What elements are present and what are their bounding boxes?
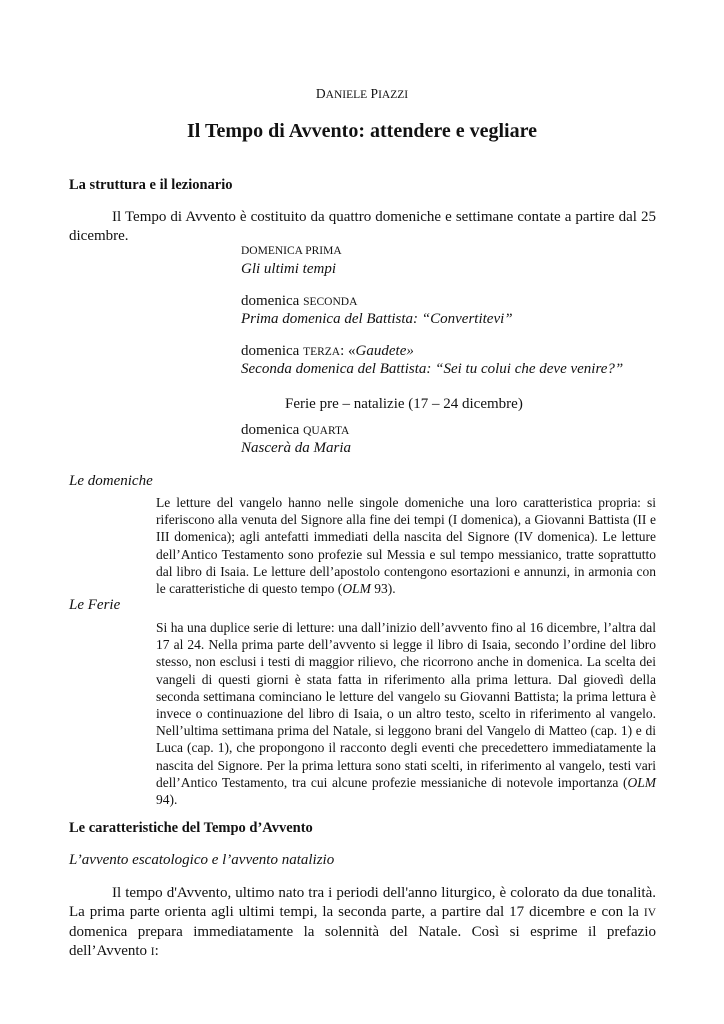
schedule-first-title: Gli ultimi tempi	[241, 261, 336, 277]
schedule-first-label: DOMENICA PRIMA	[241, 245, 342, 257]
ferie-paragraph: Si ha una duplice serie di letture: una dall’inizio dell’avvento fino al 16 dicembre, l’altra dal 17 al 24. Nella prima parte dell’avvento si legge il libro di Isaia, secondo l’ordine del libro stesso, non esclusi i testi di maggior rilievo, che ricorrono anche in domenica. La scelta dei vangeli di questi giorni è stata fatta in riferimento alla prima lettura. Dal giovedì della seconda settimana cominciano le letture del vangelo su Giovanni Battista; la prima lettura è invece o continuazione del libro di Isaia, o un altro testo, scelto in riferimento al vangelo. Nell’ultima settimana prima del Natale, si leggono brani del Vangelo di Matteo (cap. 1) e di Luca (cap. 1), che propongono il racconto degli eventi che precedettero immediatamente la nascita del Signore. Per la prima lettura sono stati scelti, in riferimento al vangelo, testi vari dell’Antico Testamento, tra cui alcune profezie messianiche di notevole importanza (OLM 94).	[156, 620, 656, 808]
schedule-second-title: Prima domenica del Battista: “Convertitevi”	[241, 311, 513, 327]
author-name: DANIELE PIAZZI	[315, 86, 409, 101]
schedule-third-label: domenica TERZA: «Gaudete»	[241, 343, 414, 359]
schedule-ferie: Ferie pre – natalizie (17 – 24 dicembre)	[285, 396, 523, 412]
section-heading-characteristics: Le caratteristiche del Tempo d’Avvento	[69, 820, 313, 836]
schedule-fourth-label: domenica QUARTA	[241, 422, 350, 438]
domeniche-heading: Le domeniche	[69, 473, 153, 489]
advent-paragraph: Il tempo d'Avvento, ultimo nato tra i periodi dell'anno liturgico, è colorato da due tonalità. La prima parte orienta agli ultimi tempi, la seconda parte, a partire dal 17 dicembre e con la IV domenica prepara immediatamente la solennità del Natale. Così si esprime il prefazio dell’Avvento I:	[69, 885, 656, 959]
document-title: Il Tempo di Avvento: attendere e vegliare	[187, 120, 537, 142]
schedule-second-label: domenica SECONDA	[241, 293, 358, 309]
domeniche-paragraph: Le letture del vangelo hanno nelle singole domeniche una loro caratteristica propria: si riferiscono alla venuta del Signore alla fine dei tempi (I domenica), a Giovanni Battista (II e III domenica); agli antefatti immediati della nascita del Signore (IV domenica). Le letture dell’Antico Testamento sono profezie sul Messia e sul tempo messianico, tratte soprattutto dal libro di Isaia. Le letture dell’apostolo contengono esortazioni e annunzi, in armonia con le caratteristiche di questo tempo (OLM 93).	[156, 495, 656, 597]
section-subheading: L’avvento escatologico e l’avvento natalizio	[69, 852, 335, 868]
schedule-third-title: Seconda domenica del Battista: “Sei tu colui che deve venire?”	[241, 361, 624, 377]
ferie-heading: Le Ferie	[69, 597, 121, 613]
intro-paragraph: Il Tempo di Avvento è costituito da quattro domeniche e settimane contate a partire dal 25 dicembre.	[69, 209, 656, 244]
section-heading-structure: La struttura e il lezionario	[69, 177, 233, 193]
schedule-fourth-title: Nascerà da Maria	[241, 440, 351, 456]
